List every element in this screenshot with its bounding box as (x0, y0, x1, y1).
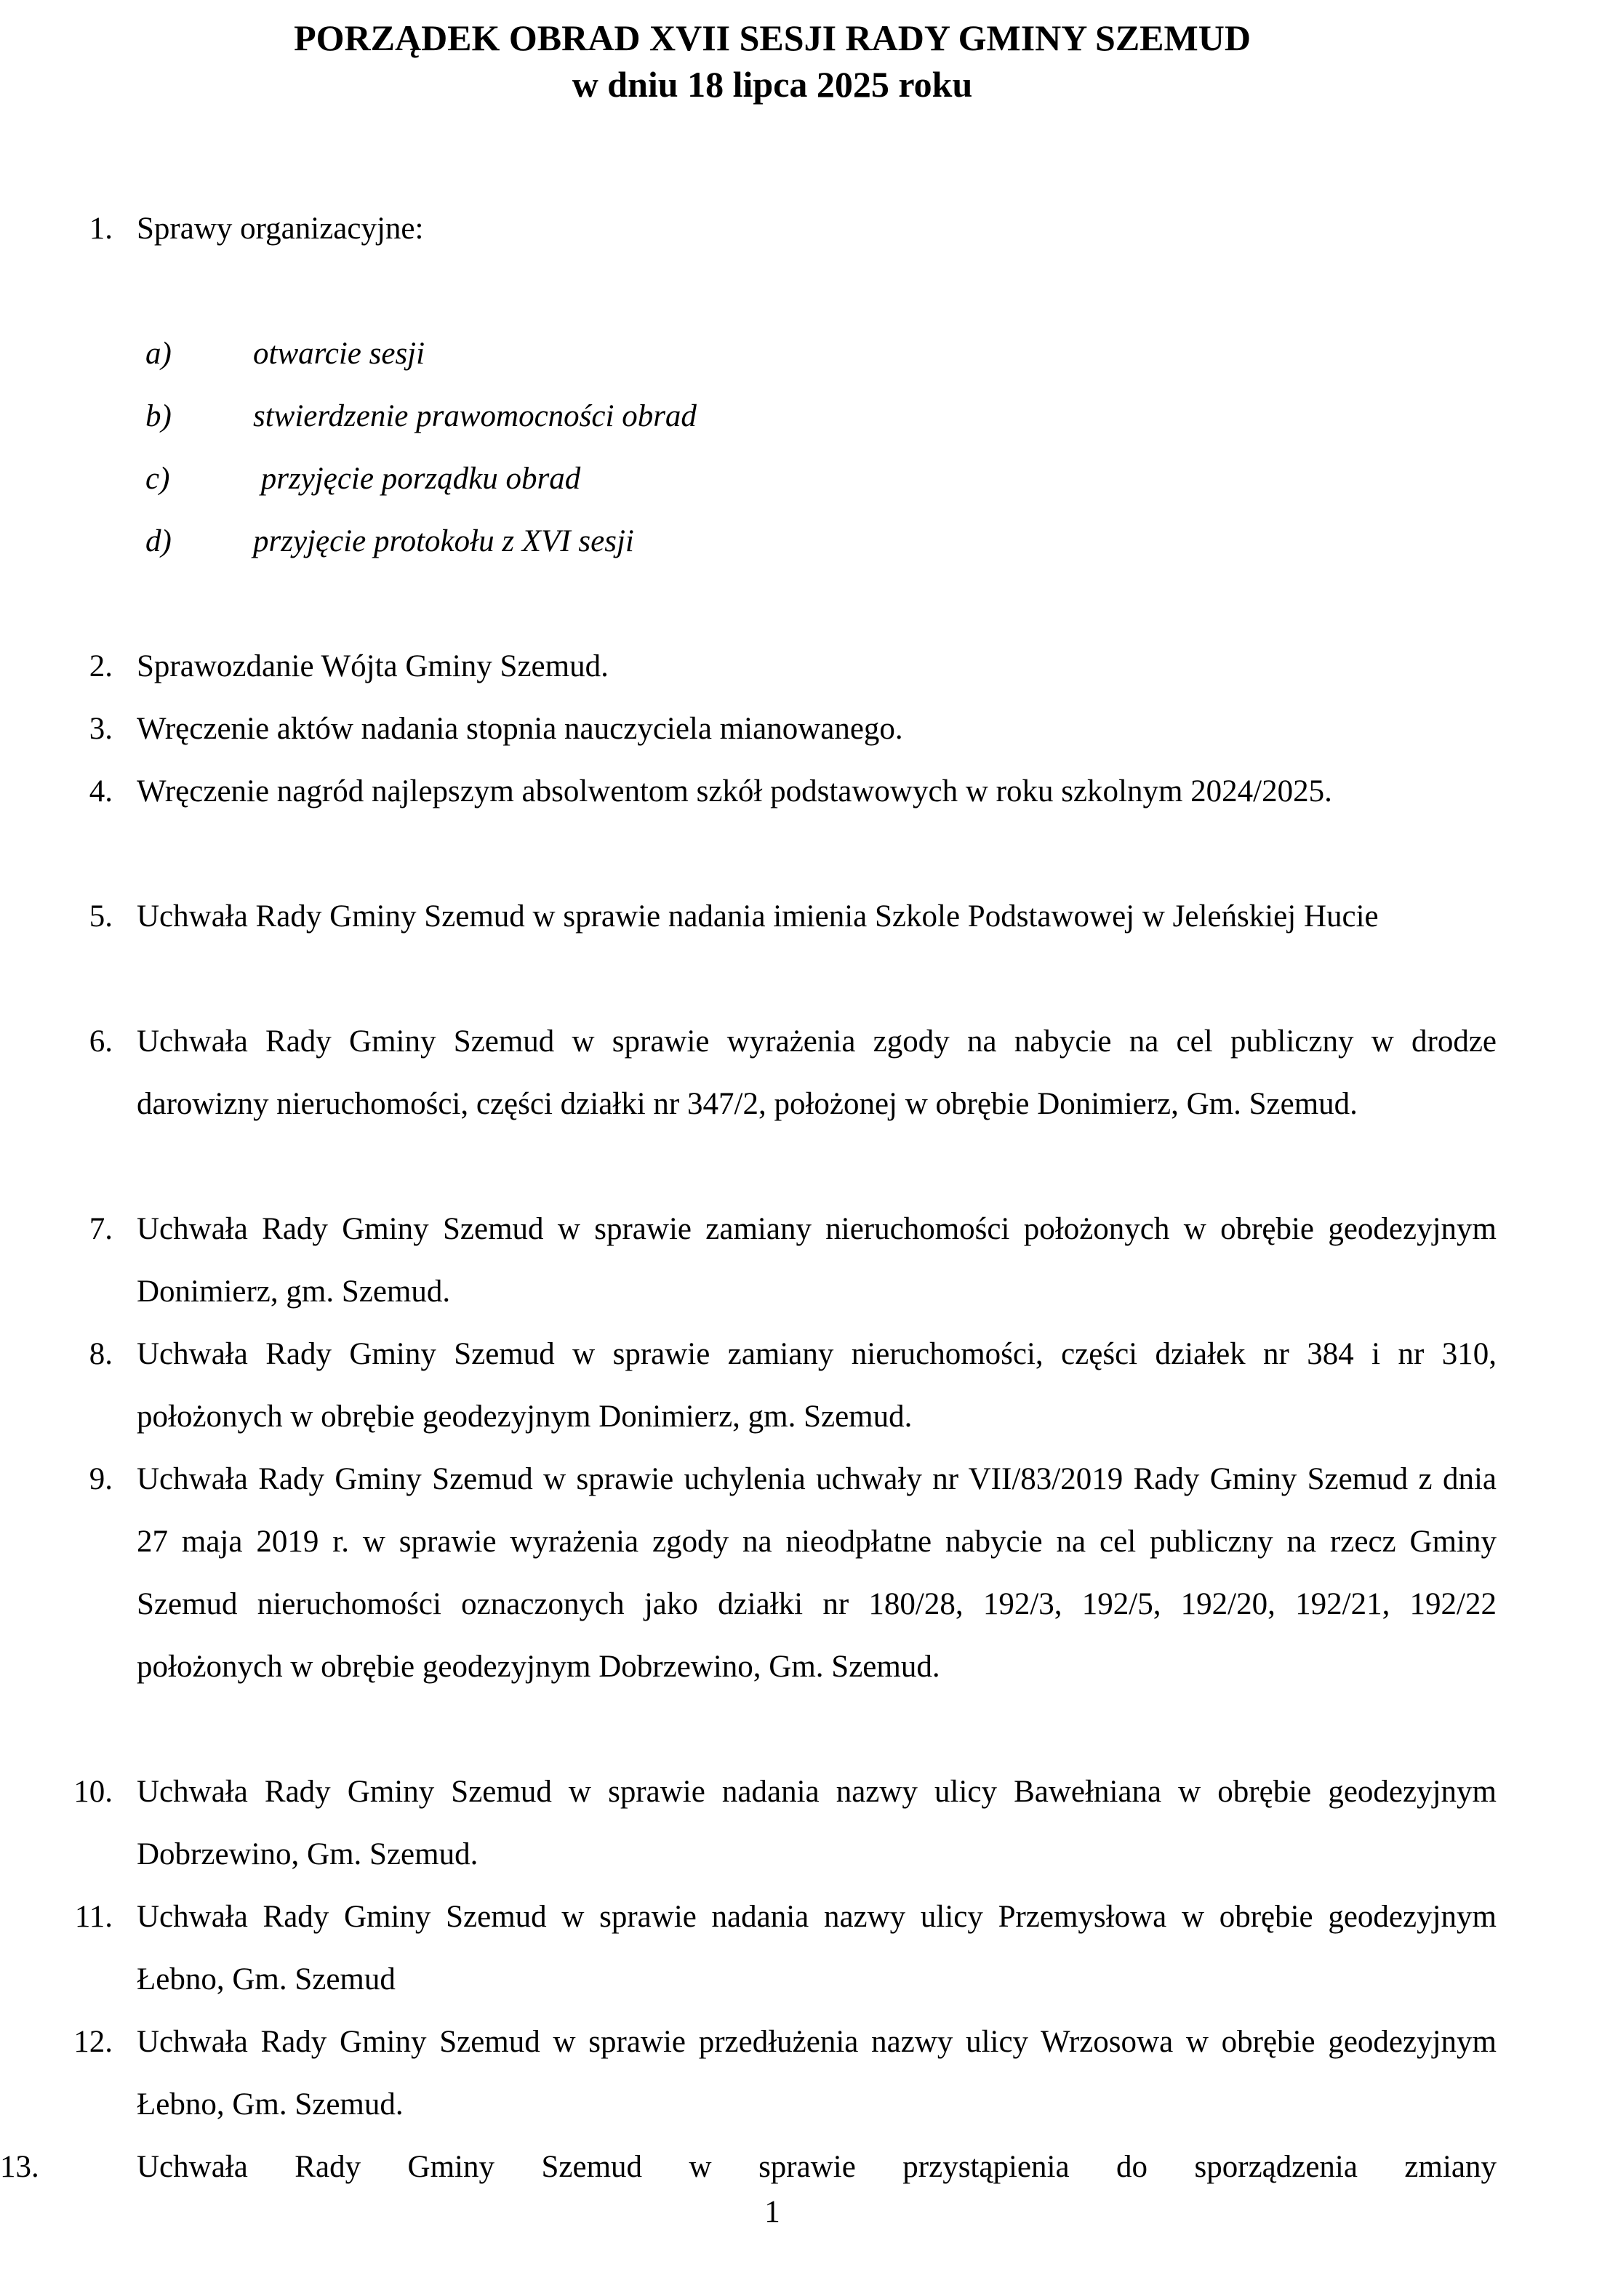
sub-item-text: przyjęcie porządku obrad (253, 462, 581, 496)
item-number: 10. (73, 1775, 113, 1809)
item-text: Sprawy organizacyjne: (137, 212, 424, 246)
agenda-item-4 (89, 760, 1497, 823)
agenda-item-6 (89, 1011, 1497, 1136)
item-number: 6. (89, 1024, 113, 1059)
sub-item-letter: a) (145, 337, 172, 371)
agenda-item-12 (73, 2011, 1497, 2136)
document-title (0, 15, 1545, 108)
item-number: 4. (89, 774, 113, 808)
item-text: Sprawozdanie Wójta Gminy Szemud. (137, 649, 609, 683)
sub-item-text: otwarcie sesji (253, 337, 425, 371)
sub-item-text: przyjęcie protokołu z XVI sesji (253, 524, 634, 558)
item-text: Uchwała Rady Gminy Szemud w sprawie zamiany nieruchomości, części działek nr 384 i nr 310, położonych w obrębie geodezyjnym Donimierz, gm. Szemud. (137, 1337, 1497, 1434)
item-number: 12. (73, 2025, 113, 2059)
sub-item-letter: d) (145, 524, 172, 558)
item-number: 9. (89, 1462, 113, 1496)
sub-item-letter: c) (145, 462, 170, 496)
item-number: 1. (89, 212, 113, 246)
item-number: 7. (89, 1212, 113, 1246)
item-text: Uchwała Rady Gminy Szemud w sprawie nadania nazwy ulicy Bawełniana w obrębie geodezyjnym Dobrzewino, Gm. Szemud. (137, 1775, 1497, 1871)
agenda-item-5 (89, 886, 1497, 948)
sub-item-text: stwierdzenie prawomocności obrad (253, 399, 697, 433)
item-text: Uchwała Rady Gminy Szemud w sprawie nadania nazwy ulicy Przemysłowa w obrębie geodezyjnym Łebno, Gm. Szemud (137, 1900, 1497, 1996)
agenda-item-7 (89, 1198, 1497, 1323)
page-number: 1 (764, 2195, 780, 2229)
item-text: Uchwała Rady Gminy Szemud w sprawie zamiany nieruchomości położonych w obrębie geodezyjnym Donimierz, gm. Szemud. (137, 1212, 1497, 1309)
item-number: 3. (89, 712, 113, 746)
item-text: Uchwała Rady Gminy Szemud w sprawie wyrażenia zgody na nabycie na cel publiczny w drodze darowizny nieruchomości, części działki nr 347/2, położonej w obrębie Donimierz, Gm. Szemud. (137, 1024, 1497, 1121)
item-number: 11. (74, 1900, 113, 1934)
item-text: Uchwała Rady Gminy Szemud w sprawie przedłużenia nazwy ulicy Wrzosowa w obrębie geodezyjnym Łebno, Gm. Szemud. (137, 2025, 1497, 2122)
item-number: 2. (89, 649, 113, 683)
item-text: Wręczenie aktów nadania stopnia nauczyciela mianowanego. (137, 712, 903, 746)
agenda-item-11 (74, 1886, 1497, 2011)
item-text: Uchwała Rady Gminy Szemud w sprawie przystąpienia do sporządzenia zmiany (137, 2150, 1497, 2184)
agenda-item-8 (89, 1323, 1497, 1448)
item-text: Uchwała Rady Gminy Szemud w sprawie nadania imienia Szkole Podstawowej w Jeleńskiej Hucie (137, 899, 1379, 934)
agenda-item-10 (73, 1761, 1497, 1886)
item-number: 5. (89, 899, 113, 934)
agenda-item-2 (89, 635, 1497, 698)
agenda-item-3 (89, 698, 1497, 760)
item-text: Uchwała Rady Gminy Szemud w sprawie uchylenia uchwały nr VII/83/2019 Rady Gminy Szemud z dnia 27 maja 2019 r. w sprawie wyrażenia zgody na nieodpłatne nabycie na cel publiczny na rzecz Gminy Szemud nieruchomości oznaczonych jako działki nr 180/28, 192/3, 192/5, 192/20, 192/21, 192/22 położonych w obrębie geodezyjnym Dobrzewino, Gm. Szemud. (137, 1462, 1497, 1684)
item-text: Wręczenie nagród najlepszym absolwentom szkół podstawowych w roku szkolnym 2024/2025. (137, 774, 1332, 808)
title-line-2: w dniu 18 lipca 2025 roku (572, 64, 973, 105)
item-number: 8. (89, 1337, 113, 1371)
item-number: 13. (0, 2150, 39, 2184)
sub-item-letter: b) (145, 399, 172, 433)
agenda-item-1 (89, 198, 1497, 260)
title-line-1: PORZĄDEK OBRAD XVII SESJI RADY GMINY SZEMUD (294, 17, 1251, 58)
agenda-item-9 (89, 1448, 1497, 1698)
